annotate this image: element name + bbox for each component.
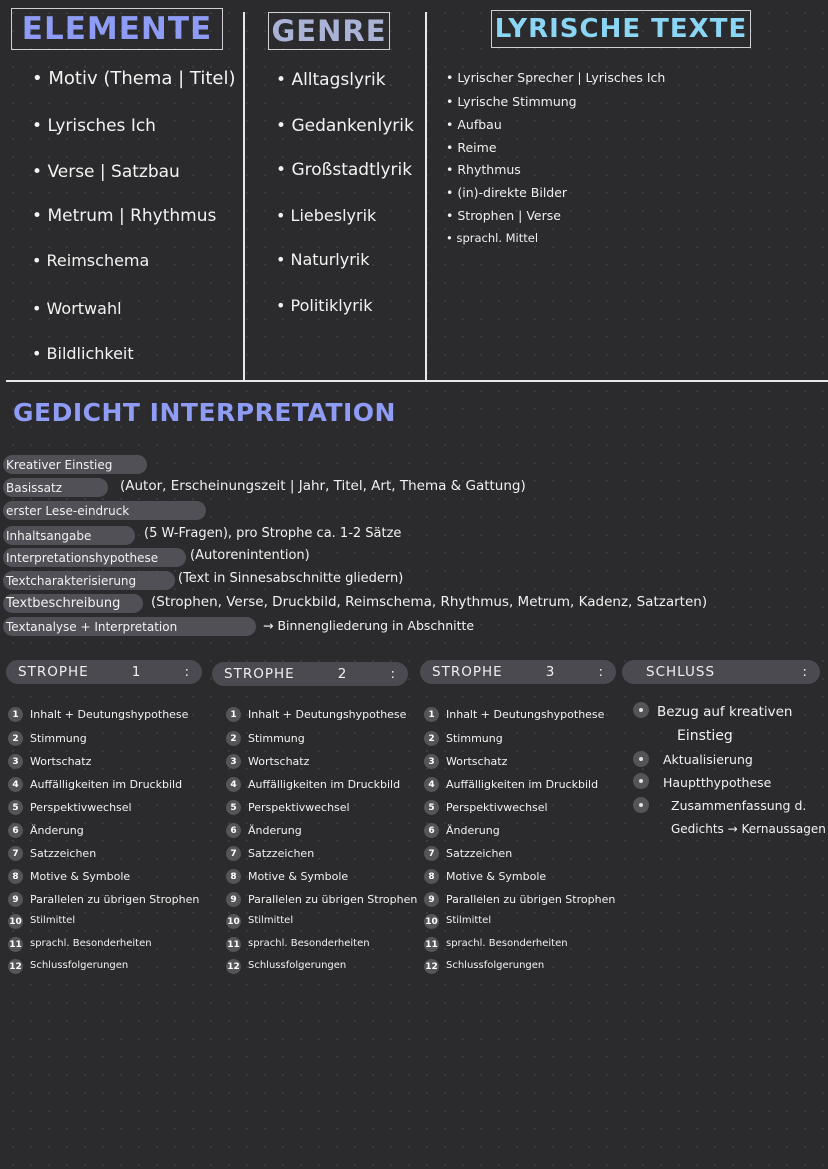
section-colon: : [802,664,808,680]
number-badge: 3 [8,754,23,769]
strophe-3-item: Wortschatz [446,755,508,768]
section-number: 1 [131,664,142,680]
strophe-3-item: Satzzeichen [446,847,513,860]
section-number: 2 [337,666,348,682]
number-badge: 7 [8,846,23,861]
lyrische-item: • (in)-direkte Bilder [446,185,567,200]
number-badge: 9 [226,892,241,907]
number-badge: 1 [8,707,23,722]
strophe-2-item: Stimmung [248,732,305,745]
strophe-1-item: Motive & Symbole [30,870,131,883]
elemente-item: • Bildlichkeit [32,344,134,363]
elemente-item: • Motiv (Thema | Titel) [32,68,236,89]
strophe-2-item: Schlussfolgerungen [248,960,347,971]
number-badge: 8 [8,869,23,884]
step-label: Textcharakterisierung [6,573,137,588]
section-header-strophe-1 [6,660,202,684]
number-badge: 6 [424,823,439,838]
section-name: STROPHE [224,666,295,682]
strophe-3-item: Stimmung [446,732,503,745]
section-number: 3 [545,664,556,680]
step-note: (5 W-Fragen), pro Strophe ca. 1-2 Sätze [144,526,402,541]
step-row [0,526,91,545]
section-colon: : [184,664,190,680]
strophe-3-item: Auffälligkeiten im Druckbild [446,778,599,791]
section-colon: : [598,664,604,680]
step-row [0,571,136,590]
header-elemente: ELEMENTE [11,8,223,50]
strophe-3-item: Schlussfolgerungen [446,960,545,971]
strophe-2-item: Inhalt + Deutungshypothese [248,708,407,721]
section-header-strophe-3 [420,660,616,684]
step-label: Inhaltsangabe [6,528,92,543]
strophe-1-item: Schlussfolgerungen [30,960,129,971]
number-badge: 4 [226,777,241,792]
elemente-item: • Lyrisches Ich [32,116,156,136]
elemente-item: • Verse | Satzbau [32,162,180,182]
number-badge: 1 [226,707,241,722]
step-label: Textbeschreibung [6,596,121,611]
genre-item: • Liebeslyrik [276,206,376,225]
number-badge: 12 [226,959,241,974]
lyrische-item: • Lyrische Stimmung [446,94,577,109]
number-badge: 11 [8,937,23,952]
lyrische-item: • Reime [446,140,497,155]
number-badge: 8 [226,869,241,884]
strophe-1-item: Parallelen zu übrigen Strophen [30,893,200,906]
number-badge: 10 [8,914,23,929]
strophe-1-item: Wortschatz [30,755,92,768]
number-badge: 3 [424,754,439,769]
schluss-item: Hauptthypothese [663,775,772,790]
step-label: Textanalyse + Interpretation [6,619,178,634]
strophe-1-item: Perspektivwechsel [30,801,132,814]
number-badge: 5 [8,800,23,815]
step-note: (Strophen, Verse, Druckbild, Reimschema, Rhythmus, Metrum, Kadenz, Satzarten) [151,594,708,610]
strophe-2-item: Stilmittel [248,915,294,926]
number-badge: 7 [226,846,241,861]
number-badge: 5 [226,800,241,815]
number-badge: 10 [424,914,439,929]
number-badge: 6 [8,823,23,838]
schluss-item: Einstieg [677,728,733,744]
step-note: (Autorenintention) [190,548,310,563]
bullet-dot [633,797,649,813]
strophe-1-item: sprachl. Besonderheiten [30,938,152,949]
number-badge: 1 [424,707,439,722]
strophe-2-item: Auffälligkeiten im Druckbild [248,778,401,791]
lyrische-item: • Strophen | Verse [446,208,561,223]
bullet-dot [633,751,649,767]
step-label: Interpretationshypothese [6,550,159,565]
strophe-3-item: Stilmittel [446,915,492,926]
schluss-item: Aktualisierung [663,752,753,767]
number-badge: 4 [424,777,439,792]
number-badge: 2 [226,731,241,746]
strophe-1-item: Stimmung [30,732,87,745]
schluss-item: Bezug auf kreativen [657,704,793,720]
header-lyrische-texte: LYRISCHE TEXTE [491,10,751,48]
step-row [0,617,177,636]
strophe-2-item: Änderung [248,824,302,837]
divider-horizontal [6,380,828,382]
step-label: Basissatz [6,480,63,495]
step-row [0,478,62,497]
step-row [0,594,120,613]
strophe-2-item: Motive & Symbole [248,870,349,883]
bullet-dot [633,773,649,789]
strophe-3-item: Änderung [446,824,500,837]
section-name: STROPHE [18,664,89,680]
genre-item: • Alltagslyrik [276,70,386,90]
divider-left [243,12,245,382]
step-label: Kreativer Einstieg [6,457,113,472]
section-name: STROPHE [432,664,503,680]
strophe-2-item: Wortschatz [248,755,310,768]
number-badge: 5 [424,800,439,815]
number-badge: 9 [8,892,23,907]
strophe-3-item: Motive & Symbole [446,870,547,883]
number-badge: 12 [424,959,439,974]
step-note: → Binnengliederung in Abschnitte [263,618,475,633]
number-badge: 6 [226,823,241,838]
step-row [0,548,158,567]
number-badge: 7 [424,846,439,861]
strophe-1-item: Stilmittel [30,915,76,926]
section-name: SCHLUSS [646,664,716,680]
elemente-item: • Metrum | Rhythmus [32,206,216,226]
genre-item: • Politiklyrik [276,296,372,315]
lyrische-item: • Lyrischer Sprecher | Lyrisches Ich [446,70,665,85]
step-note: (Autor, Erscheinungszeit | Jahr, Titel, Art, Thema & Gattung) [120,478,526,494]
strophe-2-item: sprachl. Besonderheiten [248,938,370,949]
strophe-3-item: Parallelen zu übrigen Strophen [446,893,616,906]
strophe-3-item: Inhalt + Deutungshypothese [446,708,605,721]
step-row [0,501,129,520]
strophe-3-item: Perspektivwechsel [446,801,548,814]
schluss-item: Zusammenfassung d. [671,798,807,813]
number-badge: 10 [226,914,241,929]
strophe-2-item: Perspektivwechsel [248,801,350,814]
genre-item: • Gedankenlyrik [276,116,414,136]
step-note: (Text in Sinnesabschnitte gliedern) [178,571,404,586]
genre-item: • Großstadtlyrik [276,160,412,180]
strophe-2-item: Satzzeichen [248,847,315,860]
strophe-3-item: sprachl. Besonderheiten [446,938,568,949]
strophe-1-item: Satzzeichen [30,847,97,860]
elemente-item: • Wortwahl [32,299,122,318]
section-header-schluss [622,660,820,684]
strophe-1-item: Inhalt + Deutungshypothese [30,708,189,721]
section-header-strophe-2 [212,662,408,686]
number-badge: 12 [8,959,23,974]
divider-right [425,12,427,382]
bullet-dot [633,702,649,718]
step-row [0,455,112,474]
lyrische-item: • sprachl. Mittel [446,231,538,245]
strophe-1-item: Änderung [30,824,84,837]
strophe-2-item: Parallelen zu übrigen Strophen [248,893,418,906]
number-badge: 2 [8,731,23,746]
elemente-item: • Reimschema [32,251,149,270]
number-badge: 8 [424,869,439,884]
lyrische-item: • Rhythmus [446,162,521,177]
header-genre: GENRE [268,12,390,50]
number-badge: 9 [424,892,439,907]
number-badge: 3 [226,754,241,769]
page-title: GEDICHT INTERPRETATION [13,398,396,427]
schluss-item: Gedichts → Kernaussagen [671,822,826,836]
number-badge: 4 [8,777,23,792]
number-badge: 11 [424,937,439,952]
strophe-1-item: Auffälligkeiten im Druckbild [30,778,183,791]
number-badge: 11 [226,937,241,952]
section-colon: : [390,666,396,682]
number-badge: 2 [424,731,439,746]
lyrische-item: • Aufbau [446,117,502,132]
step-label: erster Lese-eindruck [6,503,130,518]
genre-item: • Naturlyrik [276,250,370,269]
